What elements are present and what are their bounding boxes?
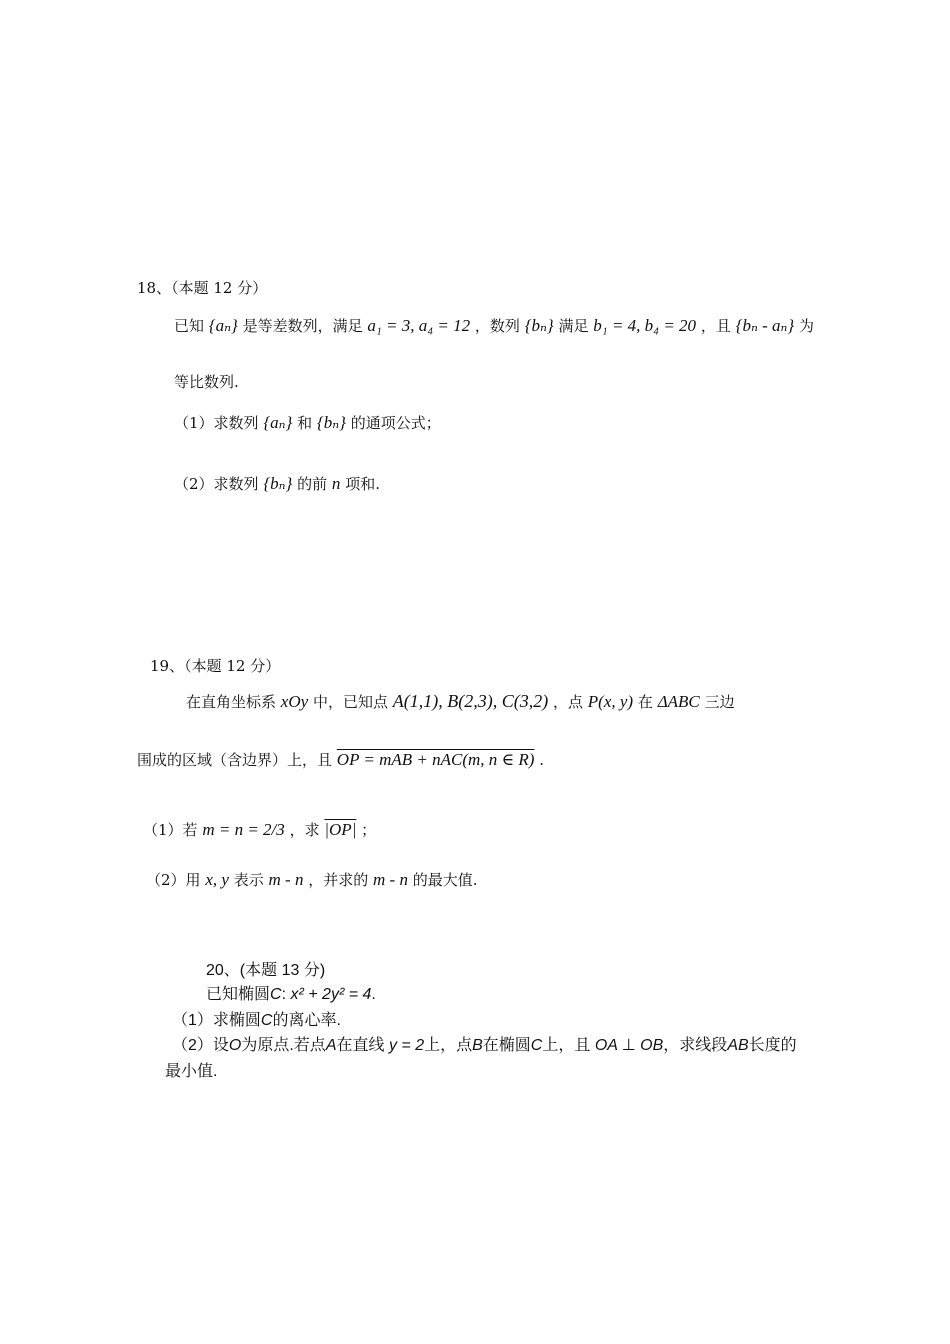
q20-part1-text: （1）求椭圆 xyxy=(172,1012,261,1029)
q19-part1 xyxy=(143,820,376,840)
q18-header: 18、（本题 12 分） xyxy=(137,279,268,297)
ellipse-c: C xyxy=(260,1012,273,1029)
sequence-difference: {bₙ - aₙ} xyxy=(735,316,795,335)
sequence-a: {aₙ} xyxy=(208,316,238,335)
q20-intro xyxy=(206,985,376,1005)
q20-header: 20、(本题 13 分) xyxy=(206,962,326,979)
sequence-b: {bₙ} xyxy=(524,316,554,335)
q19-text: ，点 xyxy=(553,693,584,711)
q20-part2-text: 在椭圆 xyxy=(482,1037,531,1054)
q18-part1-text: 和 xyxy=(297,414,313,432)
q19-text: . xyxy=(539,751,544,769)
q19-header: 19、（本题 12 分） xyxy=(150,657,281,675)
q19-part2 xyxy=(146,870,478,890)
q18-text: 是等差数列，满足 xyxy=(242,317,363,335)
m-minus-n: m - n xyxy=(268,870,304,889)
q19-text: 中，已知点 xyxy=(312,693,388,711)
q19-intro xyxy=(186,691,735,712)
m-equals-n: m = n = 2/3 xyxy=(202,820,285,839)
point-b: B xyxy=(472,1037,483,1054)
q19-part2-text: （2）用 xyxy=(146,871,201,889)
q18-part2-text: 项和. xyxy=(345,475,380,493)
q20-part2-text: 为原点.若点 xyxy=(241,1037,326,1054)
point-a: A xyxy=(325,1037,337,1054)
abs-op: |OP| xyxy=(324,820,357,839)
q18-part1 xyxy=(174,413,441,433)
q20-part2-text: ，求线段 xyxy=(663,1037,728,1054)
variables-xy: x, y xyxy=(205,870,229,889)
q19-part2-text: 的最大值. xyxy=(412,871,478,889)
q18-part1-text: 的通项公式； xyxy=(350,414,441,432)
q18-part2-text: （2）求数列 xyxy=(174,475,259,493)
q18-text: ，数列 xyxy=(474,317,520,335)
ellipse-c: C xyxy=(270,986,282,1003)
q18-intro-continued: 等比数列. xyxy=(174,373,239,391)
q20-part2-text: 上，点 xyxy=(424,1037,473,1054)
q19-part1-text: ； xyxy=(361,821,377,839)
q19-part1-text: ，求 xyxy=(289,821,320,839)
vector-equation: OP = mAB + nAC(m, n ∈ R) xyxy=(336,750,535,769)
q18-text: 为 xyxy=(798,317,814,335)
q20-part1-text: 的离心率. xyxy=(272,1012,341,1029)
ellipse-c: C xyxy=(530,1037,543,1054)
q18-text: 满足 xyxy=(558,317,589,335)
q20-part2-text: （2）设 xyxy=(172,1037,229,1054)
q19-intro-continued xyxy=(137,750,544,770)
q20-text: . xyxy=(371,986,376,1003)
q19-part2-text: ，并求的 xyxy=(308,871,369,889)
points-abc: A(1,1), B(2,3), C(3,2) xyxy=(392,691,549,711)
origin-o: O xyxy=(228,1037,242,1054)
condition-a: a₁ = 3, a₄ = 12 xyxy=(367,316,471,335)
triangle-abc: ΔABC xyxy=(657,692,700,711)
line-equation: y = 2 xyxy=(388,1037,425,1054)
q18-part1-text: （1）求数列 xyxy=(174,414,259,432)
condition-b: b₁ = 4, b₄ = 20 xyxy=(593,316,697,335)
q20-part2 xyxy=(172,1036,797,1056)
m-minus-n: m - n xyxy=(373,870,408,889)
sequence-a: {aₙ} xyxy=(263,413,293,432)
segment-ab: AB xyxy=(727,1037,749,1054)
q19-text: 在 xyxy=(637,693,653,711)
q18-text: ，且 xyxy=(700,317,731,335)
q19-part1-text: （1）若 xyxy=(143,821,198,839)
q20-text: 已知椭圆 xyxy=(206,986,271,1003)
q20-part2-text: 上，且 xyxy=(542,1037,591,1054)
q19-text: 在直角坐标系 xyxy=(186,693,277,711)
sequence-b: {bₙ} xyxy=(263,474,293,493)
ellipse-equation: x² + 2y² = 4 xyxy=(290,986,372,1003)
q19-text: 围成的区域（含边界）上，且 xyxy=(137,751,333,769)
point-p: P(x, y) xyxy=(587,692,634,711)
q20-part2-text: 在直线 xyxy=(336,1037,385,1054)
q20-part2-text: 长度的 xyxy=(748,1037,797,1054)
q18-part2-text: 的前 xyxy=(297,475,328,493)
q20-part2-continued: 最小值. xyxy=(165,1063,218,1080)
q18-text: 已知 xyxy=(174,317,205,335)
q18-part2 xyxy=(174,474,380,494)
variable-n: n xyxy=(331,474,341,493)
perpendicular-condition: OA ⊥ OB xyxy=(594,1037,664,1054)
q20-text: : xyxy=(281,986,287,1003)
q19-text: 三边 xyxy=(704,693,735,711)
sequence-b: {bₙ} xyxy=(316,413,346,432)
coordinate-system: xOy xyxy=(280,692,309,711)
q20-part1 xyxy=(172,1011,341,1031)
q19-part2-text: 表示 xyxy=(233,871,264,889)
q18-intro xyxy=(174,316,814,336)
